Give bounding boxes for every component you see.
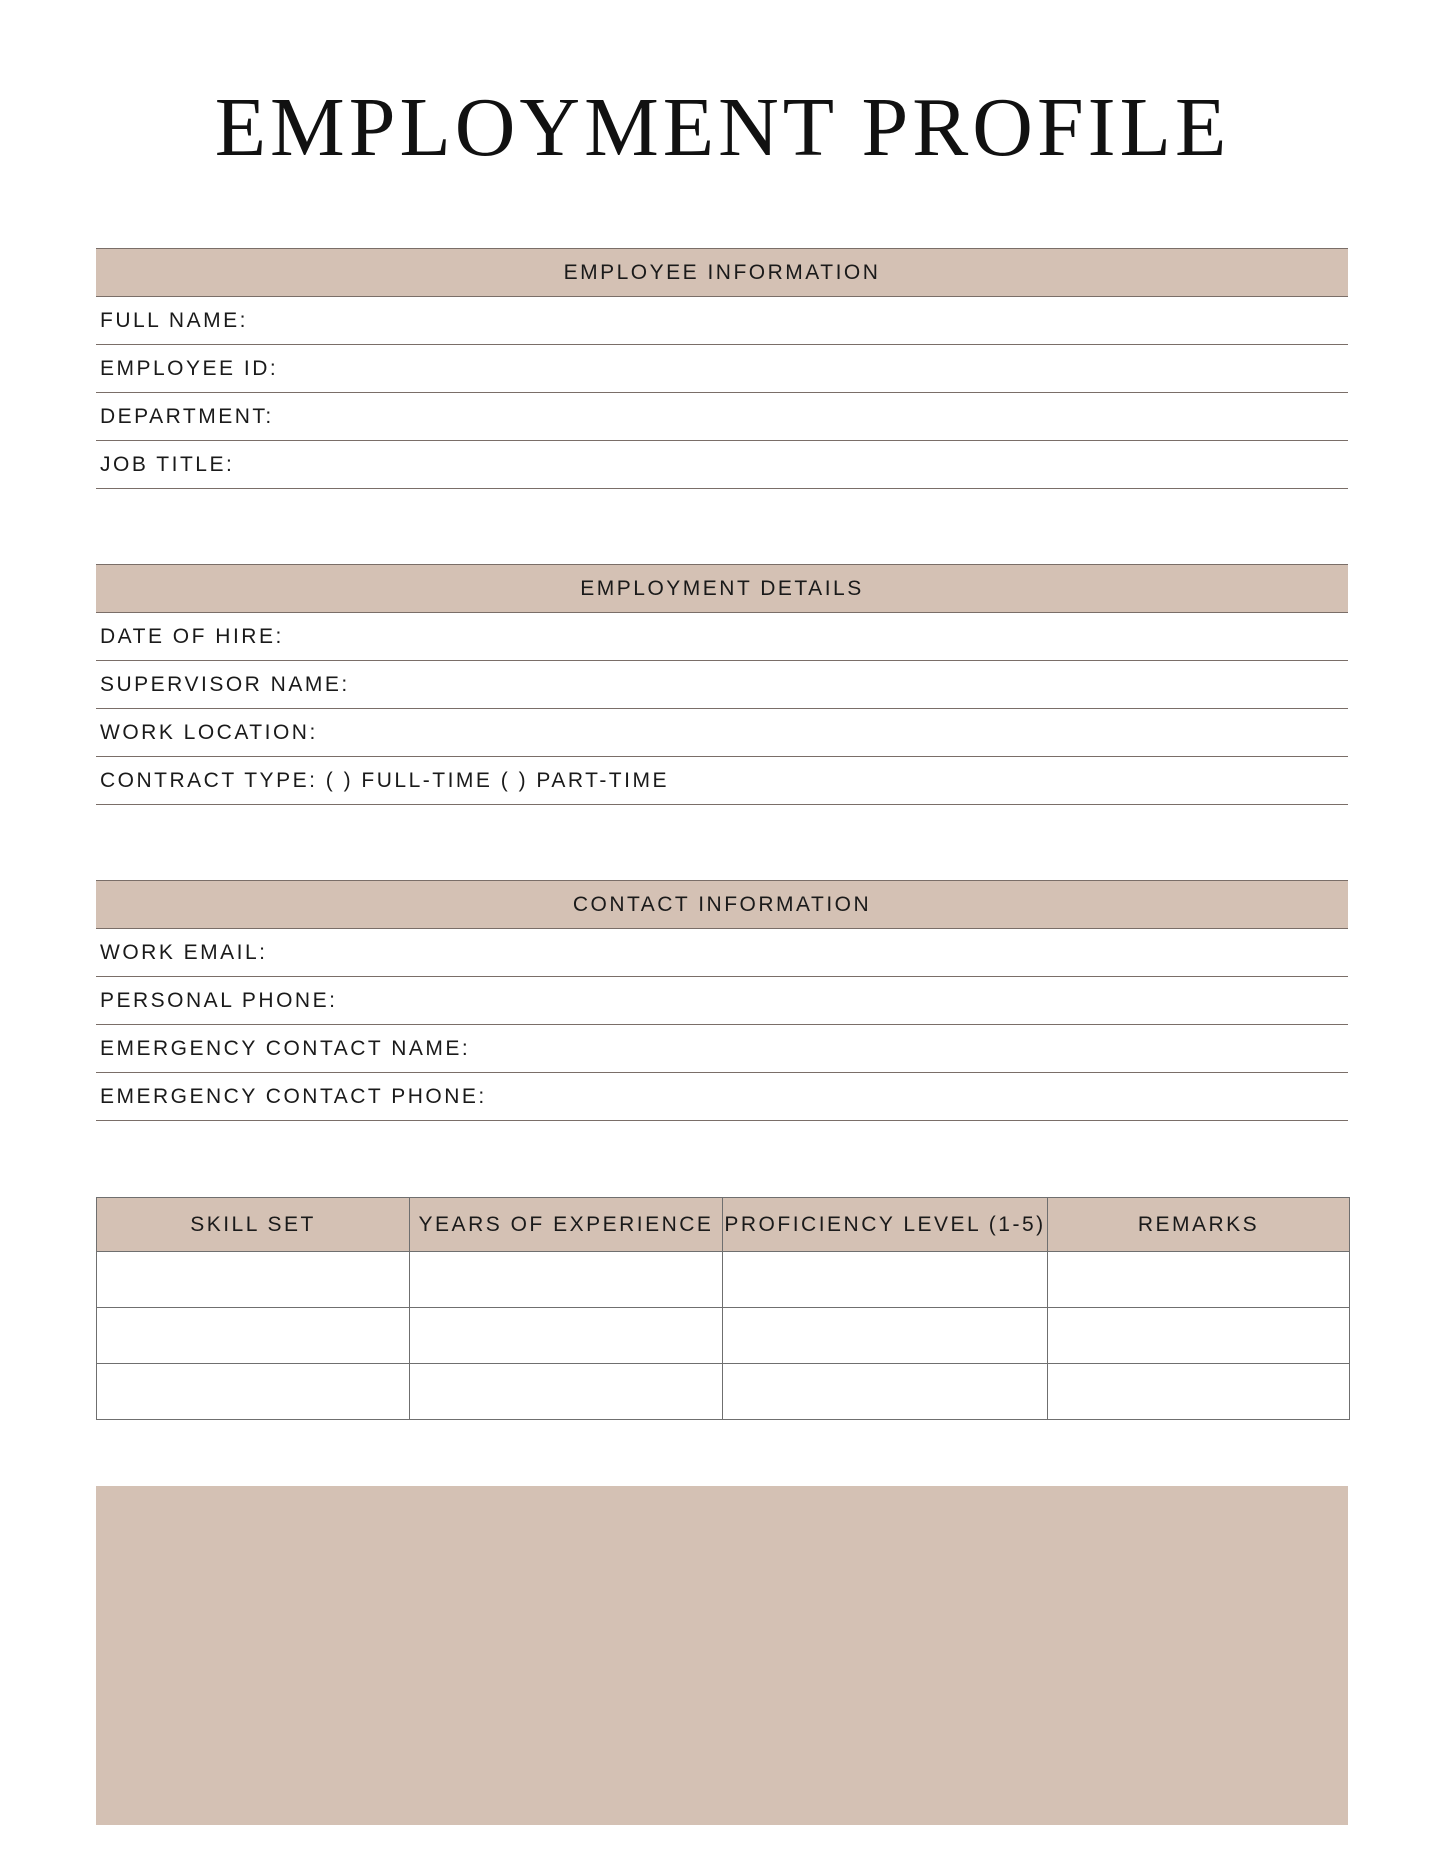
- employment-details-section: [96, 564, 1348, 805]
- date-of-hire-field[interactable]: DATE OF HIRE:: [96, 613, 1348, 661]
- employee-id-field[interactable]: EMPLOYEE ID:: [96, 345, 1348, 393]
- contact-information-section: [96, 880, 1348, 1121]
- remarks-header: REMARKS: [1048, 1198, 1350, 1252]
- full-name-field[interactable]: FULL NAME:: [96, 297, 1348, 345]
- proficiency-level-cell[interactable]: [723, 1308, 1048, 1364]
- years-of-experience-cell[interactable]: [410, 1252, 723, 1308]
- years-of-experience-cell[interactable]: [410, 1364, 723, 1420]
- contract-type-field[interactable]: CONTRACT TYPE: ( ) FULL-TIME ( ) PART-TIME: [96, 757, 1348, 805]
- supervisor-name-field[interactable]: SUPERVISOR NAME:: [96, 661, 1348, 709]
- proficiency-level-cell[interactable]: [723, 1364, 1048, 1420]
- section-header: EMPLOYMENT DETAILS: [96, 564, 1348, 613]
- years-of-experience-cell[interactable]: [410, 1308, 723, 1364]
- emergency-contact-name-field[interactable]: EMERGENCY CONTACT NAME:: [96, 1025, 1348, 1073]
- work-location-field[interactable]: WORK LOCATION:: [96, 709, 1348, 757]
- notes-box[interactable]: [96, 1486, 1348, 1825]
- skill-set-header: SKILL SET: [97, 1198, 410, 1252]
- work-email-field[interactable]: WORK EMAIL:: [96, 929, 1348, 977]
- remarks-cell[interactable]: [1048, 1308, 1350, 1364]
- emergency-contact-phone-field[interactable]: EMERGENCY CONTACT PHONE:: [96, 1073, 1348, 1121]
- department-field[interactable]: DEPARTMENT:: [96, 393, 1348, 441]
- skill-set-cell[interactable]: [97, 1252, 410, 1308]
- personal-phone-field[interactable]: PERSONAL PHONE:: [96, 977, 1348, 1025]
- years-of-experience-header: YEARS OF EXPERIENCE: [410, 1198, 723, 1252]
- table-row: [97, 1364, 1350, 1420]
- job-title-field[interactable]: JOB TITLE:: [96, 441, 1348, 489]
- section-header: CONTACT INFORMATION: [96, 880, 1348, 929]
- remarks-cell[interactable]: [1048, 1252, 1350, 1308]
- proficiency-level-header: PROFICIENCY LEVEL (1-5): [723, 1198, 1048, 1252]
- table-row: [97, 1252, 1350, 1308]
- section-header: EMPLOYEE INFORMATION: [96, 248, 1348, 297]
- remarks-cell[interactable]: [1048, 1364, 1350, 1420]
- skills-table: [96, 1197, 1350, 1420]
- page-title: EMPLOYMENT PROFILE: [214, 81, 1231, 174]
- proficiency-level-cell[interactable]: [723, 1252, 1048, 1308]
- skill-set-cell[interactable]: [97, 1308, 410, 1364]
- skill-set-cell[interactable]: [97, 1364, 410, 1420]
- table-row: [97, 1308, 1350, 1364]
- employee-information-section: [96, 248, 1348, 489]
